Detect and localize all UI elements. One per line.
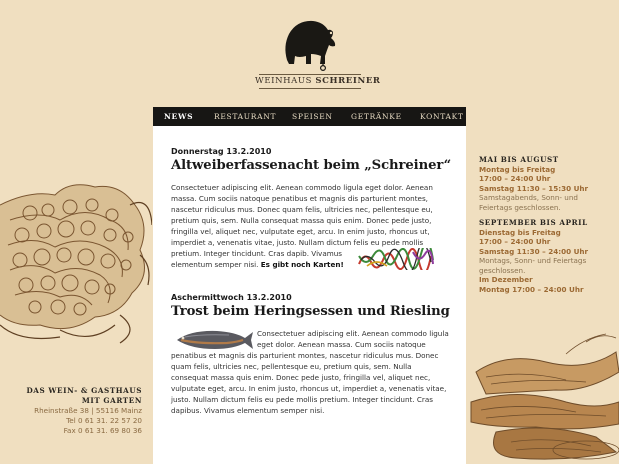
post-text-line: quam felis, ultricies nec, pellentesque eu, pretium quis, sem. Nulla [171,362,412,371]
hours-note: geschlossen. [479,265,526,275]
post-text-line: pretium quis, sem. Nulla consequat massa quis enim. Donec pede justo, [171,216,432,225]
post-text-line: imperdiet a, venenatis vitae, justo. Nullam dictum felis eu pede mollis [171,238,424,247]
post-text-line: penatibus et magnis dis parturient montes, nascetur ridiculus mus. Donec [171,351,439,360]
nav-getraenke[interactable]: GETRÄNKE [351,112,402,121]
hours-note: Montags, Sonn- und Feiertags [479,256,587,265]
address-heading: DAS WEIN- & GASTHAUS [26,386,142,395]
post-text-line: vulputate eget, arcu. In enim justo, rhoncus ut, imperdiet a, venenatis vitae, [171,384,447,393]
hours-heading: SEPTEMBER BIS APRIL [479,218,588,227]
post-text-line: nascetur ridiculus mus. Donec quam felis, ultricies nec, pellentesque eu, [171,205,433,214]
hours-december-time: Montag 17:00 – 24:00 Uhr [479,284,584,294]
post-title[interactable]: Trost beim Heringsessen und Riesling [171,304,450,319]
hours-heading: MAI BIS AUGUST [479,155,559,164]
opening-hours [479,155,615,294]
hours-time: 17:00 – 24:00 Uhr [479,237,551,246]
post-text-line: dapibus. Vivamus elementum semper nisi. [171,406,325,415]
herring-fish-illustration [171,328,255,352]
cauliflower-illustration [0,165,152,345]
hours-note: Feiertags geschlossen. [479,202,561,212]
vegetables-illustration [466,332,619,464]
logo-divider [259,74,361,75]
post-date: Donnerstag 13.2.2010 [171,147,272,156]
hours-days: Montag bis Freitag [479,164,556,174]
nav-speisen[interactable]: SPEISEN [292,112,333,121]
post-text-line: eget dolor. Aenean massa. Cum sociis natoque [257,340,426,349]
hours-note: Samstagabends, Sonn- und [479,193,578,202]
phone-number[interactable]: Tel 0 61 31. 22 57 20 [66,416,142,425]
hours-days: Dienstag bis Freitag [479,227,561,237]
hours-time: 17:00 – 24:00 Uhr [479,174,551,183]
main-navigation [153,107,466,126]
post-text-line: fringilla vel, aliquet nec, vulputate eget, arcu. In enim justo, rhoncus ut, [171,227,430,236]
post-text-line: massa. Cum sociis natoque penatibus et magnis dis parturient montes, [171,194,428,203]
news-post [171,147,453,270]
post-text-line: Consectetuer adipiscing elit. Aenean commodo ligula eget dolor. Aenean [171,183,433,192]
street-address: Rheinstraße 38 | 55116 Mainz [34,406,142,415]
brand-logo[interactable] [255,16,381,90]
hours-saturday: Samstag 11:30 – 15:30 Uhr [479,183,589,193]
news-content [153,126,466,464]
fax-number: Fax 0 61 31. 69 80 36 [63,426,142,435]
nav-news[interactable]: NEWS [164,112,194,121]
post-text-line: Consectetuer adipiscing elit. Aenean commodo ligula [257,329,449,338]
post-date: Aschermittwoch 13.2.2010 [171,293,292,302]
news-post [171,293,453,416]
contact-address [18,386,142,436]
streamer-illustration [357,248,435,270]
post-title[interactable]: Altweiberfassenacht beim „Schreiner“ [171,158,452,173]
bear-logo-icon [281,16,339,72]
nav-kontakt[interactable]: KONTAKT [420,112,464,121]
hours-saturday: Samstag 11:30 – 24:00 Uhr [479,246,589,256]
nav-restaurant[interactable]: RESTAURANT [214,112,277,121]
post-text-line: pretium. Integer tincidunt. Cras dapib. Vivamus [171,249,343,258]
post-text-line: consequat massa quis enim. Donec pede justo, fringilla vel, aliquet nec, [171,373,431,382]
logo-divider-bottom [259,88,361,89]
brand-name: WEINHAUS SCHREINER [255,76,381,86]
hours-december: Im Dezember [479,275,533,284]
address-heading: MIT GARTEN [81,396,142,405]
tickets-available-note: Es gibt noch Karten! [260,260,344,269]
post-text-line: justo. Nullam dictum felis eu pede mollis pretium. Integer tincidunt. Cras [171,395,434,404]
post-text-line: elementum semper nisi. Es gibt noch Karten! [171,260,344,269]
